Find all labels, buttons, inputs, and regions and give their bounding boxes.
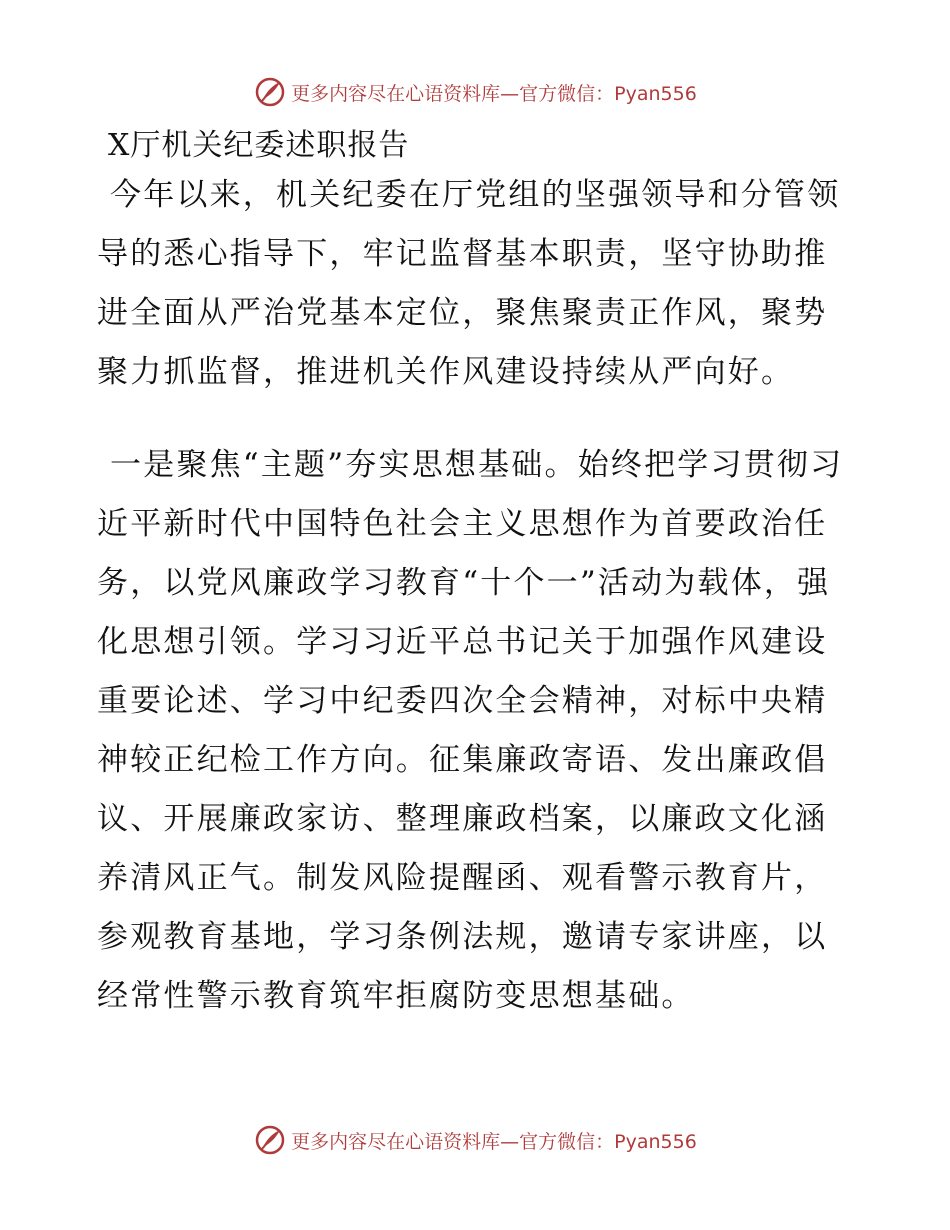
header-banner [0,72,950,112]
feather-pen-circle-icon [253,75,287,109]
document-title: X厅机关纪委述职报告 [108,128,410,163]
header-banner-text: 更多内容尽在心语资料库—官方微信：Pyan556 [291,82,697,105]
feather-pen-circle-icon [253,1123,287,1157]
footer-banner-text: 更多内容尽在心语资料库—官方微信：Pyan556 [291,1130,697,1153]
paragraph-intro: 今年以来，机关纪委在厅党组的坚强领导和分管领导的悉心指导下，牢记监督基本职责，坚守协助推进全面从严治党基本定位，聚焦聚责正作风，聚势聚力抓监督，推进机关作风建设持续从严向好。 [97,177,841,390]
footer-banner [0,1120,950,1160]
paragraph-theme: 一是聚焦“主题”夯实思想基础。始终把学习贯彻习近平新时代中国特色社会主义思想作为首要政治任务，以党风廉政学习教育“十个一”活动为载体，强化思想引领。学习习近平总书记关于加强作风建设重要论述、学习中纪委四次全会精神，对标中央精神较正纪检工作方向。征集廉政寄语、发出廉政倡议、开展廉政家访、整理廉政档案，以廉政文化涵养清风正气。制发风险提醒函、观看警示教育片，参观教育基地，学习条例法规，邀请专家讲座，以经常性警示教育筑牢拒腐防变思想基础。 [97,447,844,1014]
